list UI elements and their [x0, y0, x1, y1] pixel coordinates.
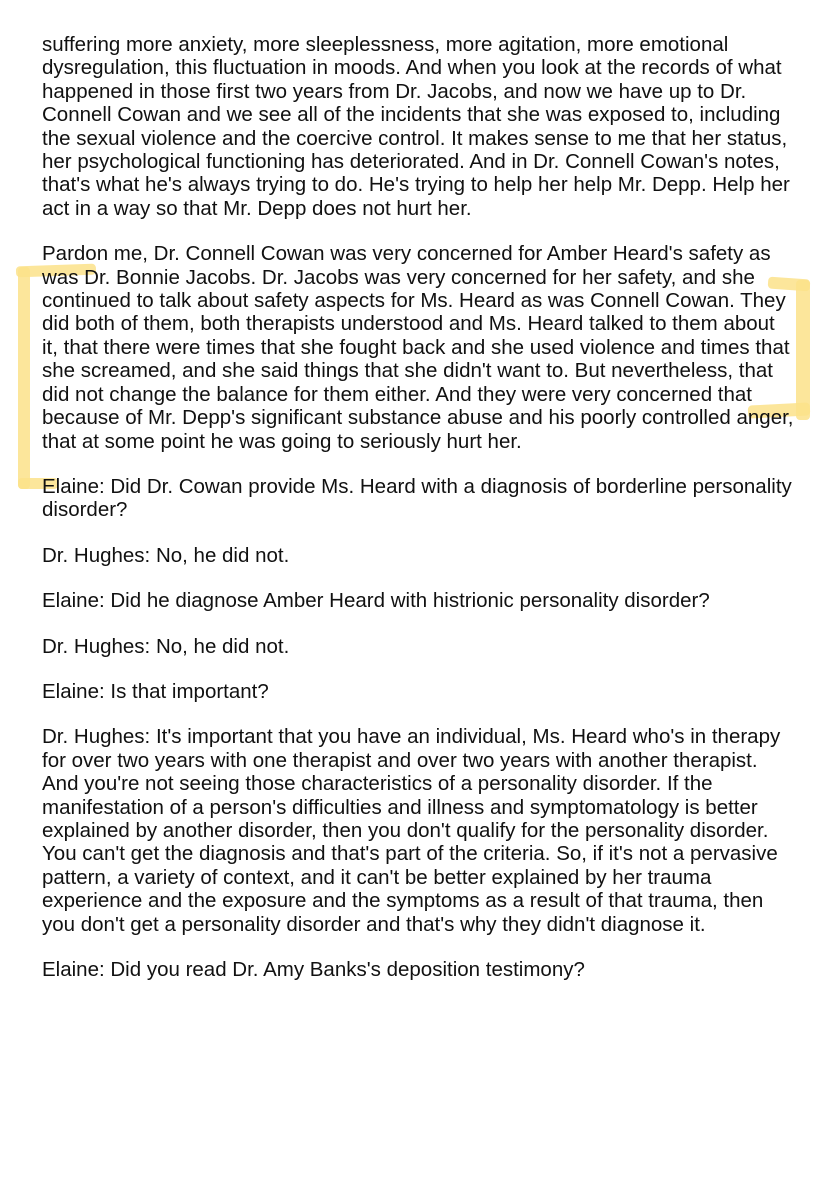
transcript-text	[42, 33, 794, 1003]
highlight-bracket-right-vertical	[796, 280, 810, 420]
paragraph-question-histrionic: Elaine: Did he diagnose Amber Heard with histrionic personality disorder?	[42, 589, 710, 613]
paragraph-answer-explanation: Dr. Hughes: It's important that you have an individual, Ms. Heard who's in therapy for over two years with one therapist and over two years with another therapist. And you're not seeing those characteristics of a personality disorder. If the manifestation of a person's difficulties and illness and symptomatology is better explained by another disorder, then you don't qualify for the personality disorder. You can't get the diagnosis and that's part of the criteria. So, if it's not a pervasive pattern, a variety of context, and it can't be better explained by her trauma experience and the exposure and the symptoms as a result of that trauma, then you don't get a personality disorder and that's why they didn't diagnose it.	[42, 725, 781, 936]
paragraph-answer-2: Dr. Hughes: No, he did not.	[42, 634, 290, 658]
paragraph-question-borderline: Elaine: Did Dr. Cowan provide Ms. Heard with a diagnosis of borderline personality disorder?	[42, 474, 792, 522]
paragraph-highlighted-testimony: Pardon me, Dr. Connell Cowan was very concerned for Amber Heard's safety as was Dr. Bonnie Jacobs. Dr. Jacobs was very concerned for her safety, and she continued to talk about safety aspects for Ms. Heard as was Connell Cowan. They did both of them, both therapists understood and Ms. Heard talked to them about it, that there were times that she fought back and she used violence and times that she screamed, and she said things that she didn't want to. But nevertheless, that did not change the balance for them either. And they were very concerned that because of Mr. Depp's significant substance abuse and his poorly controlled anger, that at some point he was going to seriously hurt her.	[42, 242, 794, 453]
paragraph-question-deposition: Elaine: Did you read Dr. Amy Banks's deposition testimony?	[42, 958, 585, 981]
paragraph-testimony-continuation: suffering more anxiety, more sleeplessness, more agitation, more emotional dysregulation, this fluctuation in moods. And when you look at the records of what happened in those first two years from Dr. Jacobs, and now we have up to Dr. Connell Cowan and we see all of the incidents that she was exposed to, including the sexual violence and the coercive control. It makes sense to me that her status, her psychological functioning has deteriorated. And in Dr. Connell Cowan's notes, that's what he's always trying to do. He's trying to help her help Mr. Depp. Help her act in a way so that Mr. Depp does not hurt her.	[42, 33, 790, 220]
paragraph-answer-1: Dr. Hughes: No, he did not.	[42, 543, 290, 567]
highlight-bracket-left-vertical	[18, 267, 30, 489]
paragraph-question-important: Elaine: Is that important?	[42, 679, 269, 703]
